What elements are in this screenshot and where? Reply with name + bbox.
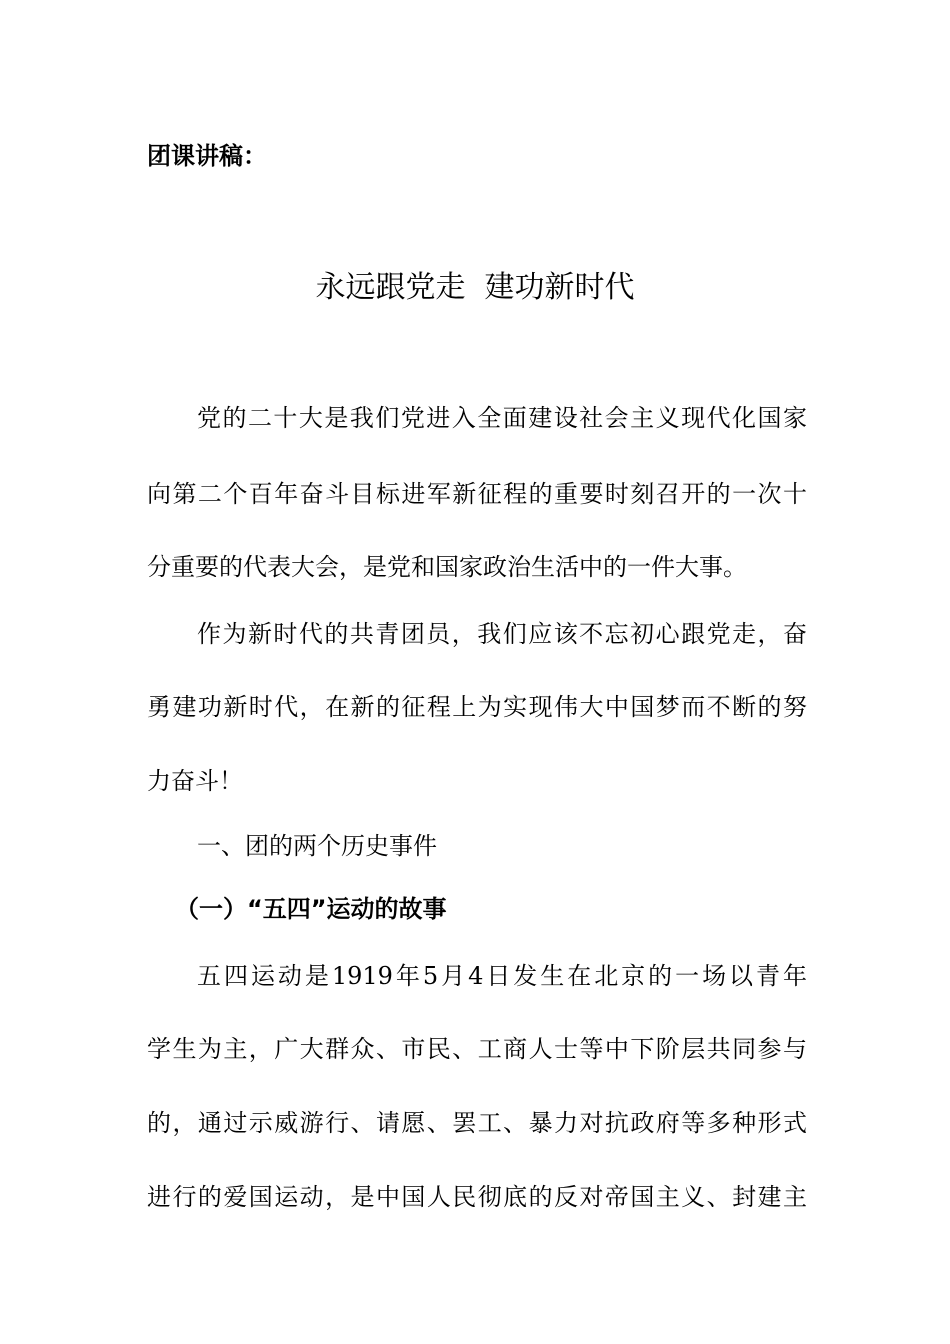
paragraph-line: 五四运动是1919年5月4日发生在北京的一场以青年 [197,962,807,990]
paragraph-line: 分重要的代表大会，是党和国家政治生活中的一件大事。 [147,553,747,581]
section-heading: 一、团的两个历史事件 [197,832,437,860]
paragraph-line: 进行的爱国运动，是中国人民彻底的反对帝国主义、封建主 [147,1183,807,1211]
paragraph-line: 的，通过示威游行、请愿、罢工、暴力对抗政府等多种形式 [147,1109,807,1137]
paragraph-line: 作为新时代的共青团员，我们应该不忘初心跟党走，奋 [197,620,807,648]
paragraph-line: 勇建功新时代，在新的征程上为实现伟大中国梦而不断的努 [147,693,807,721]
subsection-heading: （一）“五四”运动的故事 [175,895,447,923]
document-label: 团课讲稿： [147,142,267,170]
paragraph-line: 学生为主，广大群众、市民、工商人士等中下阶层共同参与 [147,1035,807,1063]
paragraph-line: 党的二十大是我们党进入全面建设社会主义现代化国家 [197,404,807,432]
paragraph-line: 力奋斗！ [147,767,243,795]
paragraph-line: 向第二个百年奋斗目标进军新征程的重要时刻召开的一次十 [147,480,807,508]
document-title: 永远跟党走 建功新时代 [315,270,635,305]
